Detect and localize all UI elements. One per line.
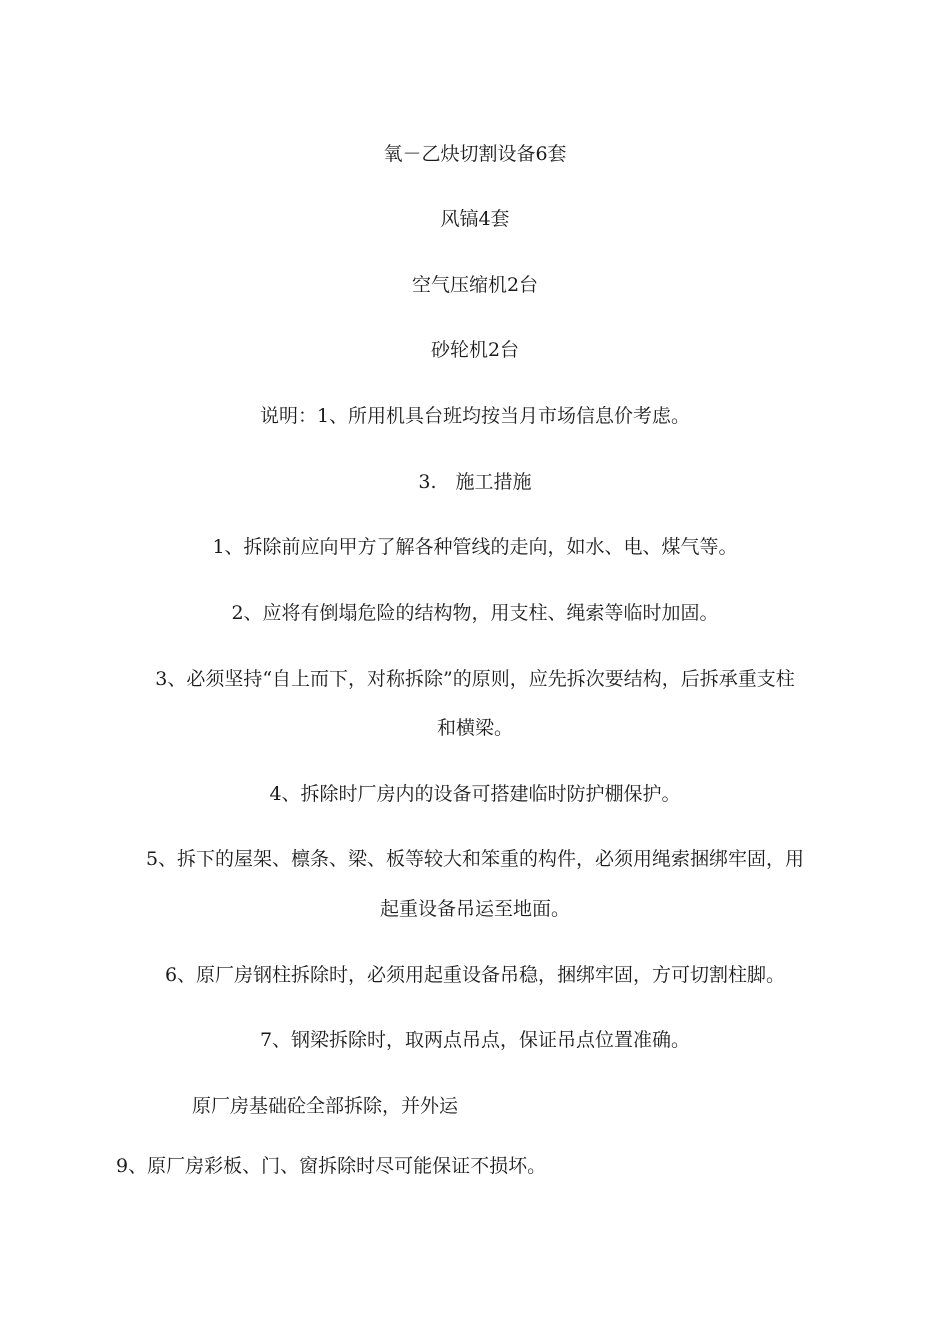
measure-item-7: 7、钢梁拆除时，取两点吊点，保证吊点位置准确。	[259, 1029, 691, 1051]
measure-item-5-line-1: 5、拆下的屋架、檩条、梁、板等较大和笨重的构件，必须用绳索捆绑牢固，用	[145, 848, 805, 870]
note-text: 说明：1、所用机具台班均按当月市场信息价考虑。	[259, 405, 691, 427]
measure-item-3-line-1: 3、必须坚持“自上而下，对称拆除”的原则，应先拆次要结构，后拆承重支柱	[155, 668, 795, 690]
measure-item-8: 原厂房基础砼全部拆除，并外运	[192, 1095, 459, 1117]
measure-item-3-line-2: 和横梁。	[436, 717, 513, 739]
equipment-item: 风镐4套	[440, 208, 510, 230]
measure-item-1: 1、拆除前应向甲方了解各种管线的走向，如水、电、煤气等。	[212, 536, 738, 558]
measure-item-2: 2、应将有倒塌危险的结构物，用支柱、绳索等临时加固。	[231, 602, 719, 624]
equipment-item: 氧－乙炔切割设备6套	[383, 143, 567, 165]
measure-item-6: 6、原厂房钢柱拆除时，必须用起重设备吊稳，捆绑牢固，方可切割柱脚。	[164, 964, 786, 986]
section-title: 3. 施工措施	[418, 471, 532, 493]
measure-item-4: 4、拆除时厂房内的设备可搭建临时防护棚保护。	[269, 783, 681, 805]
equipment-item: 空气压缩机2台	[411, 274, 539, 296]
measure-item-5-line-2: 起重设备吊运至地面。	[379, 898, 570, 920]
measure-item-9: 9、原厂房彩板、门、窗拆除时尽可能保证不损坏。	[116, 1155, 547, 1177]
equipment-item: 砂轮机2台	[430, 339, 520, 361]
